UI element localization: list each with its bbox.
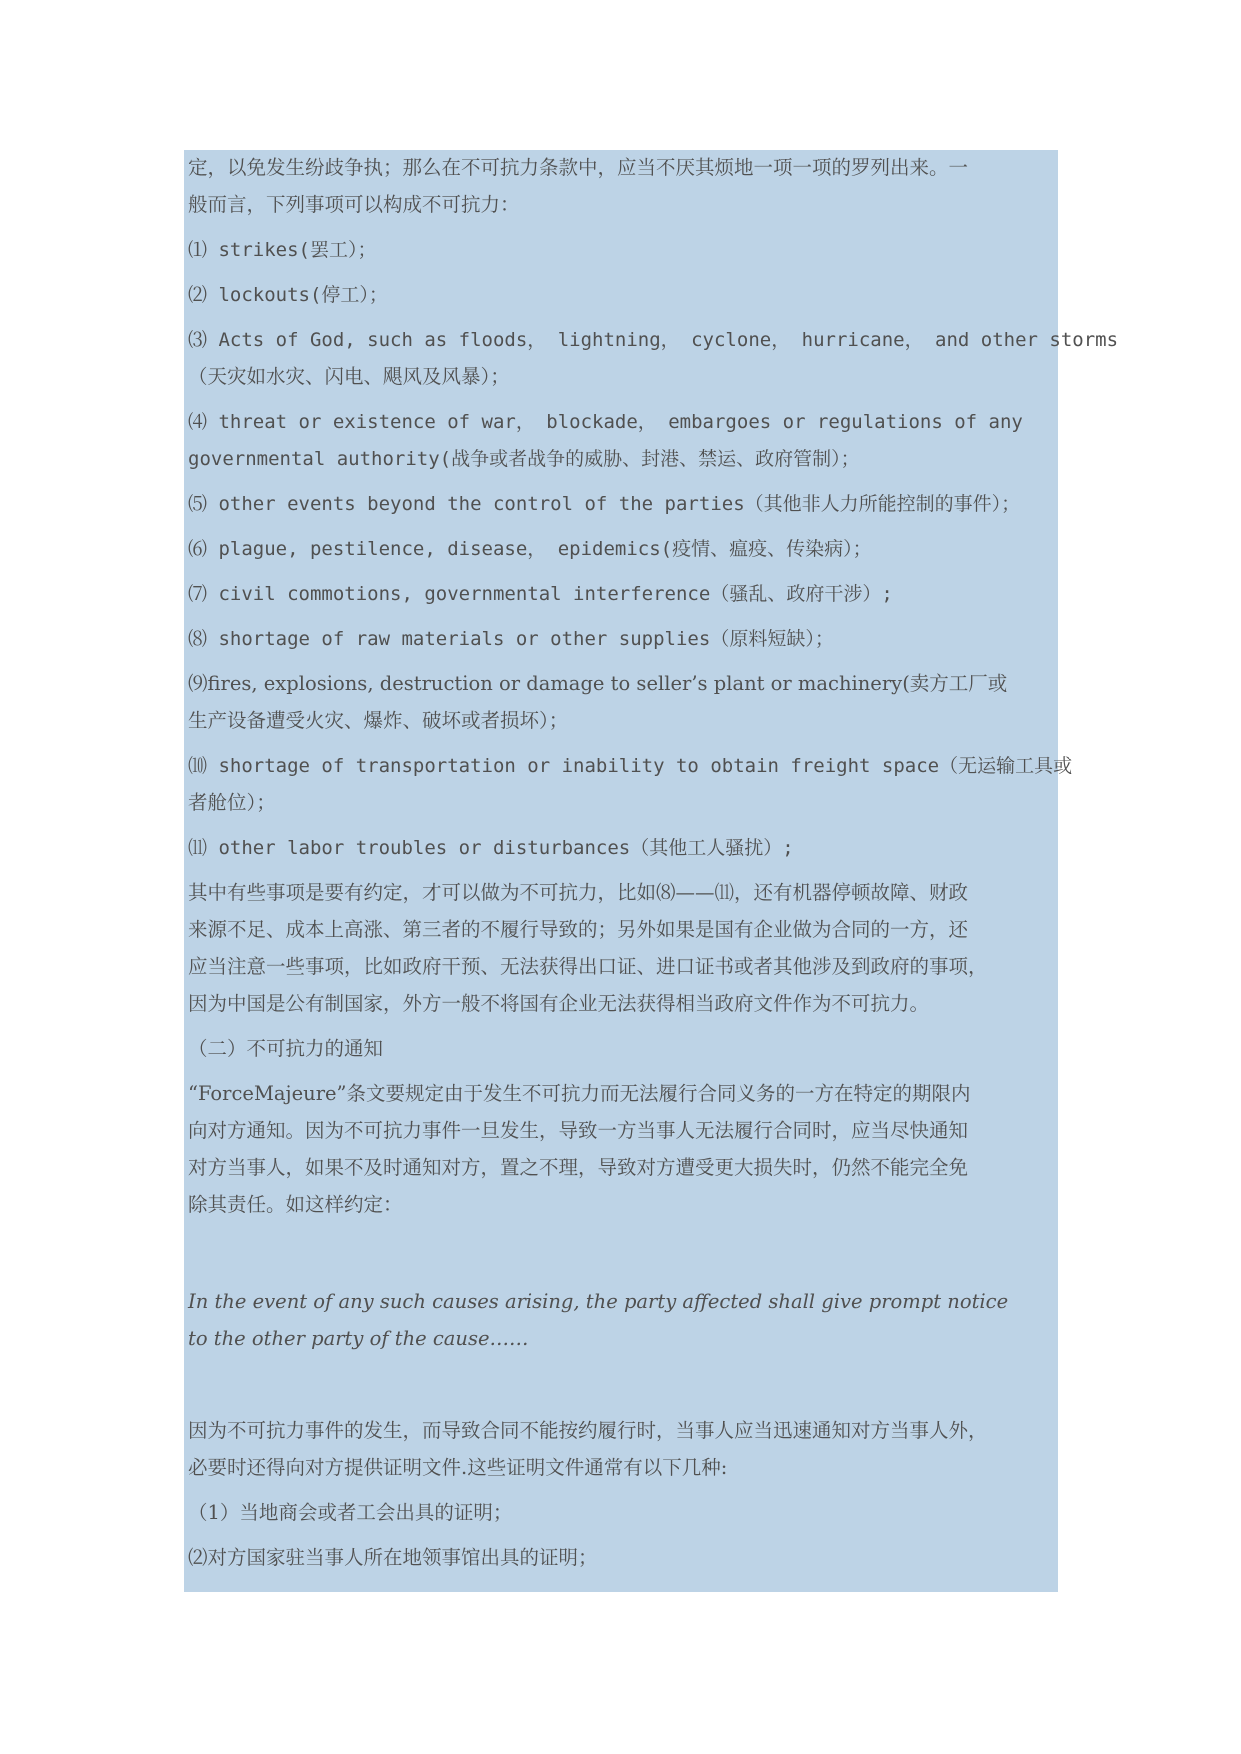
list-item-9-continuation: 生产设备遭受火灾、爆炸、破坏或者损坏）； [188,709,569,732]
paragraph-1-line-2: 来源不足、成本上高涨、第三者的不履行导致的；另外如果是国有企业做为合同的一方，还 [188,918,969,941]
list-item-10-continuation: 者舱位）； [188,791,276,814]
paragraph-2-line-2: 向对方通知。因为不可抗力事件一旦发生，导致一方当事人无法履行合同时，应当尽快通知 [188,1119,969,1142]
list-item-4-continuation: governmental authority(战争或者战争的威胁、封港、禁运、政府管制）； [188,448,860,470]
paragraph-1-line-1: 其中有些事项是要有约定，才可以做为不可抗力，比如⑻——⑾，还有机器停顿故障、财政 [188,881,969,904]
section-heading: （二）不可抗力的通知 [188,1037,384,1060]
list-item-11: ⑾ other labor troubles or disturbances（其他工人骚扰）; [188,837,794,859]
list-item-1: ⑴ strikes(罢工）； [188,239,377,261]
list-item-2: ⑵ lockouts(停工）； [188,284,388,306]
paragraph-2-line-3: 对方当事人，如果不及时通知对方，置之不理，导致对方遭受更大损失时，仍然不能完全免 [188,1156,969,1179]
list-item-6: ⑹ plague, pestilence, disease， epidemics(疫情、瘟疫、传染病）； [188,538,872,560]
paragraph-1-line-3: 应当注意一些事项，比如政府干预、无法获得出口证、进口证书或者其他涉及到政府的事项， [188,955,988,978]
quote-line-1: In the event of any such causes arising, the party affected shall give prompt notice [188,1290,1009,1313]
intro-line-1: 定，以免发生纷歧争执；那么在不可抗力条款中，应当不厌其烦地一项一项的罗列出来。一 [188,156,969,179]
quote-line-2: to the other party of the cause…… [188,1327,529,1350]
evidence-item-1: （1）当地商会或者工会出具的证明； [188,1501,513,1524]
list-item-10: ⑽ shortage of transportation or inability to obtain freight space（无运输工具或 [188,755,1073,777]
evidence-item-2: ⑵对方国家驻当事人所在地领事馆出具的证明； [188,1546,598,1569]
list-item-3: ⑶ Acts of God, such as floods， lightning， cyclone， hurricane， and other storms [188,329,1119,351]
list-item-8: ⑻ shortage of raw materials or other supplies（原料短缺）； [188,628,834,650]
paragraph-3-line-1: 因为不可抗力事件的发生，而导致合同不能按约履行时，当事人应当迅速通知对方当事人外， [188,1419,988,1442]
paragraph-2-line-1: “ForceMajeure”条文要规定由于发生不可抗力而无法履行合同义务的一方在特定的期限内 [188,1082,971,1105]
intro-line-2: 般而言，下列事项可以构成不可抗力： [188,193,520,216]
list-item-4: ⑷ threat or existence of war， blockade， embargoes or regulations of any [188,411,1023,433]
paragraph-2-line-4: 除其责任。如这样约定： [188,1193,403,1216]
list-item-7: ⑺ civil commotions, governmental interference（骚乱、政府干涉）; [188,583,893,605]
paragraph-1-line-4: 因为中国是公有制国家，外方一般不将国有企业无法获得相当政府文件作为不可抗力。 [188,992,930,1015]
list-item-5: ⑸ other events beyond the control of the parties（其他非人力所能控制的事件）； [188,493,1021,515]
list-item-3-translation: （天灾如水灾、闪电、飓风及风暴）； [188,365,510,388]
list-item-9: ⑼fires, explosions, destruction or damage to seller’s plant or machinery(卖方工厂或 [188,672,1008,695]
paragraph-3-line-2: 必要时还得向对方提供证明文件.这些证明文件通常有以下几种: [188,1456,728,1479]
